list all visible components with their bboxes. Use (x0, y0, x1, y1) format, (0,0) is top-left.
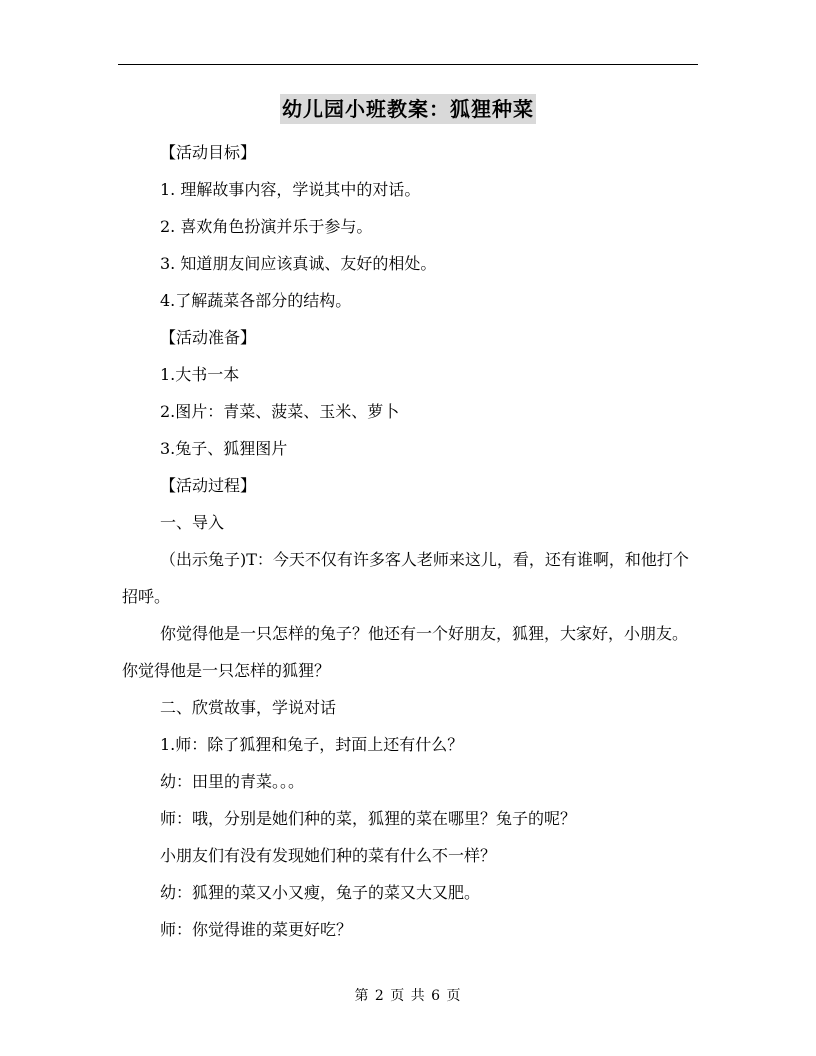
dialogue-line: 幼：田里的青菜。。。 (160, 772, 305, 791)
dialogue-line: 幼：狐狸的菜又小又瘦，兔子的菜又大又肥。 (160, 883, 481, 902)
dialogue-line: 小朋友们有没有发现她们种的菜有什么不一样？ (160, 846, 497, 865)
section-heading-preparation: 【活动准备】 (160, 328, 257, 347)
dialogue-line: 师：哦，分别是她们种的菜，狐狸的菜在哪里？兔子的呢？ (160, 809, 577, 828)
page-footer: 第 2 页 共 6 页 (354, 988, 462, 1004)
preparation-item: 2.图片：青菜、菠菜、玉米、萝卜 (160, 402, 400, 421)
goal-item: 2. 喜欢角色扮演并乐于参与。 (160, 217, 373, 236)
section-heading-process: 【活动过程】 (160, 476, 257, 495)
title-container (0, 94, 816, 124)
dialogue-line: 1.师：除了狐狸和兔子，封面上还有什么？ (160, 735, 464, 754)
document-title: 幼儿园小班教案：狐狸种菜 (280, 94, 536, 124)
section-heading-goals: 【活动目标】 (160, 143, 257, 162)
process-step-heading: 二、欣赏故事，学说对话 (160, 698, 337, 717)
body-paragraph: 你觉得他是一只怎样的兔子？他还有一个好朋友，狐狸，大家好，小朋友。你觉得他是一只怎样的狐狸？ (122, 624, 689, 680)
process-step-heading: 一、导入 (160, 513, 225, 532)
preparation-item: 3.兔子、狐狸图片 (160, 439, 288, 458)
document-body (122, 134, 698, 948)
goal-item: 3. 知道朋友间应该真诚、友好的相处。 (160, 254, 437, 273)
goal-item: 1. 理解故事内容，学说其中的对话。 (160, 180, 421, 199)
header-rule (118, 64, 698, 65)
dialogue-line: 师：你觉得谁的菜更好吃？ (160, 920, 353, 939)
goal-item: 4.了解蔬菜各部分的结构。 (160, 291, 352, 310)
body-paragraph: （出示兔子)T：今天不仅有许多客人老师来这儿，看，还有谁啊，和他打个招呼。 (122, 550, 689, 606)
preparation-item: 1.大书一本 (160, 365, 240, 384)
